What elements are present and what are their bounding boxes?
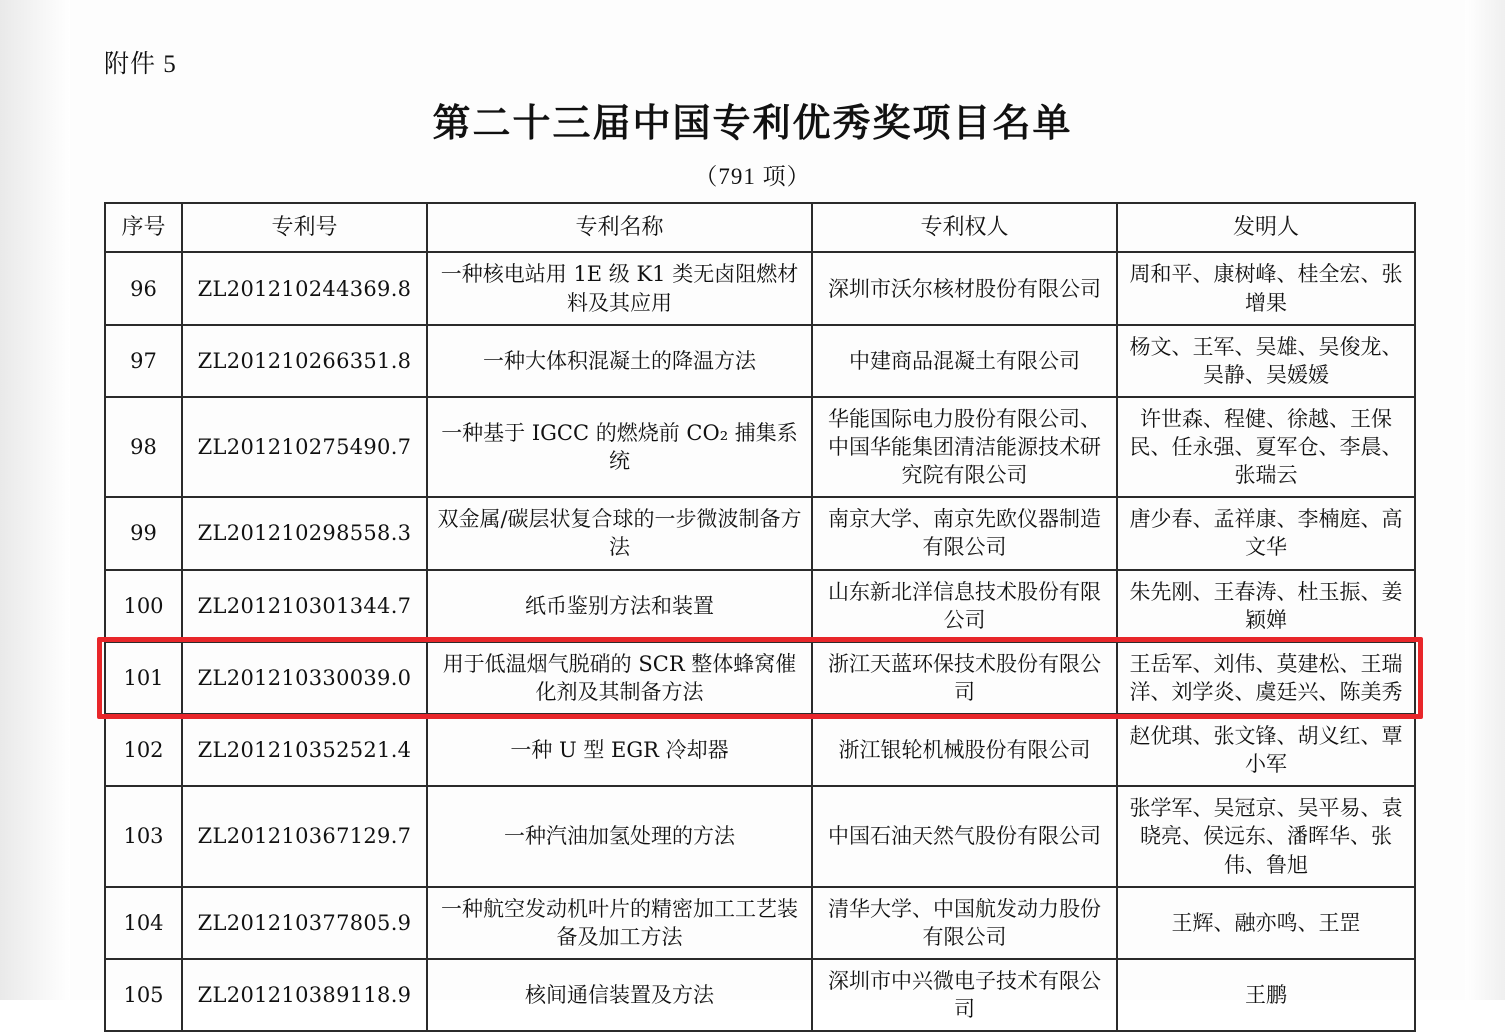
cell-patent-name: 用于低温烟气脱硝的 SCR 整体蜂窝催化剂及其制备方法 [427,642,812,714]
page-title: 第二十三届中国专利优秀奖项目名单 [432,100,1073,145]
cell-serial-no: 98 [105,397,182,497]
column-header-inventors: 发明人 [1117,203,1415,252]
cell-patent-name: 纸币鉴别方法和装置 [427,570,812,642]
cell-patent-name: 一种核电站用 1E 级 K1 类无卤阻燃材料及其应用 [427,252,812,324]
patent-listing-table [104,202,1414,1032]
cell-owner: 中建商品混凝土有限公司 [812,325,1117,397]
cell-patent-no: ZL201210367129.7 [182,786,427,886]
cell-patent-no: ZL201210377805.9 [182,887,427,959]
cell-inventors: 王辉、融亦鸣、王罡 [1117,887,1415,959]
cell-inventors: 许世森、程健、徐越、王保民、任永强、夏军仓、李晨、张瑞云 [1117,397,1415,497]
table-row [105,642,1415,714]
cell-serial-no: 102 [105,714,182,786]
table-row [105,887,1415,959]
attachment-label: 附件 5 [104,51,177,78]
cell-owner: 山东新北洋信息技术股份有限公司 [812,570,1117,642]
cell-patent-name: 一种大体积混凝土的降温方法 [427,325,812,397]
cell-owner: 深圳市中兴微电子技术有限公司 [812,959,1117,1031]
cell-inventors: 周和平、康树峰、桂全宏、张增果 [1117,252,1415,324]
cell-inventors: 杨文、王军、吴雄、吴俊龙、吴静、吴媛媛 [1117,325,1415,397]
cell-patent-no: ZL201210266351.8 [182,325,427,397]
cell-patent-no: ZL201210298558.3 [182,497,427,569]
table-header-row [105,203,1415,252]
cell-patent-no: ZL201210275490.7 [182,397,427,497]
cell-inventors: 张学军、吴冠京、吴平易、袁晓亮、侯远东、潘晖华、张伟、鲁旭 [1117,786,1415,886]
cell-serial-no: 103 [105,786,182,886]
cell-owner: 浙江天蓝环保技术股份有限公司 [812,642,1117,714]
table-row [105,325,1415,397]
cell-serial-no: 104 [105,887,182,959]
column-header-patent-name: 专利名称 [427,203,812,252]
cell-owner: 深圳市沃尔核材股份有限公司 [812,252,1117,324]
cell-patent-no: ZL201210389118.9 [182,959,427,1031]
cell-patent-name: 一种汽油加氢处理的方法 [427,786,812,886]
cell-inventors: 赵优琪、张文锋、胡义红、覃小军 [1117,714,1415,786]
cell-serial-no: 97 [105,325,182,397]
cell-inventors: 王岳军、刘伟、莫建松、王瑞洋、刘学炎、虞廷兴、陈美秀 [1117,642,1415,714]
cell-patent-name: 一种航空发动机叶片的精密加工工艺装备及加工方法 [427,887,812,959]
cell-patent-no: ZL201210352521.4 [182,714,427,786]
cell-owner: 南京大学、南京先欧仪器制造有限公司 [812,497,1117,569]
cell-owner: 中国石油天然气股份有限公司 [812,786,1117,886]
cell-owner: 浙江银轮机械股份有限公司 [812,714,1117,786]
cell-serial-no: 101 [105,642,182,714]
cell-serial-no: 99 [105,497,182,569]
cell-patent-no: ZL201210244369.8 [182,252,427,324]
cell-patent-name: 双金属/碳层状复合球的一步微波制备方法 [427,497,812,569]
cell-inventors: 朱先刚、王春涛、杜玉振、姜颖婵 [1117,570,1415,642]
cell-inventors: 唐少春、孟祥康、李楠庭、高文华 [1117,497,1415,569]
cell-patent-no: ZL201210330039.0 [182,642,427,714]
table-row [105,252,1415,324]
table-row [105,397,1415,497]
cell-patent-no: ZL201210301344.7 [182,570,427,642]
table-row [105,786,1415,886]
cell-owner: 清华大学、中国航发动力股份有限公司 [812,887,1117,959]
column-header-owner: 专利权人 [812,203,1117,252]
table-row [105,497,1415,569]
cell-inventors: 王鹏 [1117,959,1415,1031]
table-row [105,570,1415,642]
table-row [105,714,1415,786]
cell-patent-name: 一种基于 IGCC 的燃烧前 CO₂ 捕集系统 [427,397,812,497]
column-header-no: 序号 [105,203,182,252]
cell-owner: 华能国际电力股份有限公司、中国华能集团清洁能源技术研究院有限公司 [812,397,1117,497]
item-count-subtitle: （791 项） [694,164,811,189]
cell-serial-no: 96 [105,252,182,324]
column-header-patent-no: 专利号 [182,203,427,252]
cell-patent-name: 一种 U 型 EGR 冷却器 [427,714,812,786]
cell-patent-name: 核间通信装置及方法 [427,959,812,1031]
cell-serial-no: 105 [105,959,182,1031]
table-row [105,959,1415,1031]
cell-serial-no: 100 [105,570,182,642]
